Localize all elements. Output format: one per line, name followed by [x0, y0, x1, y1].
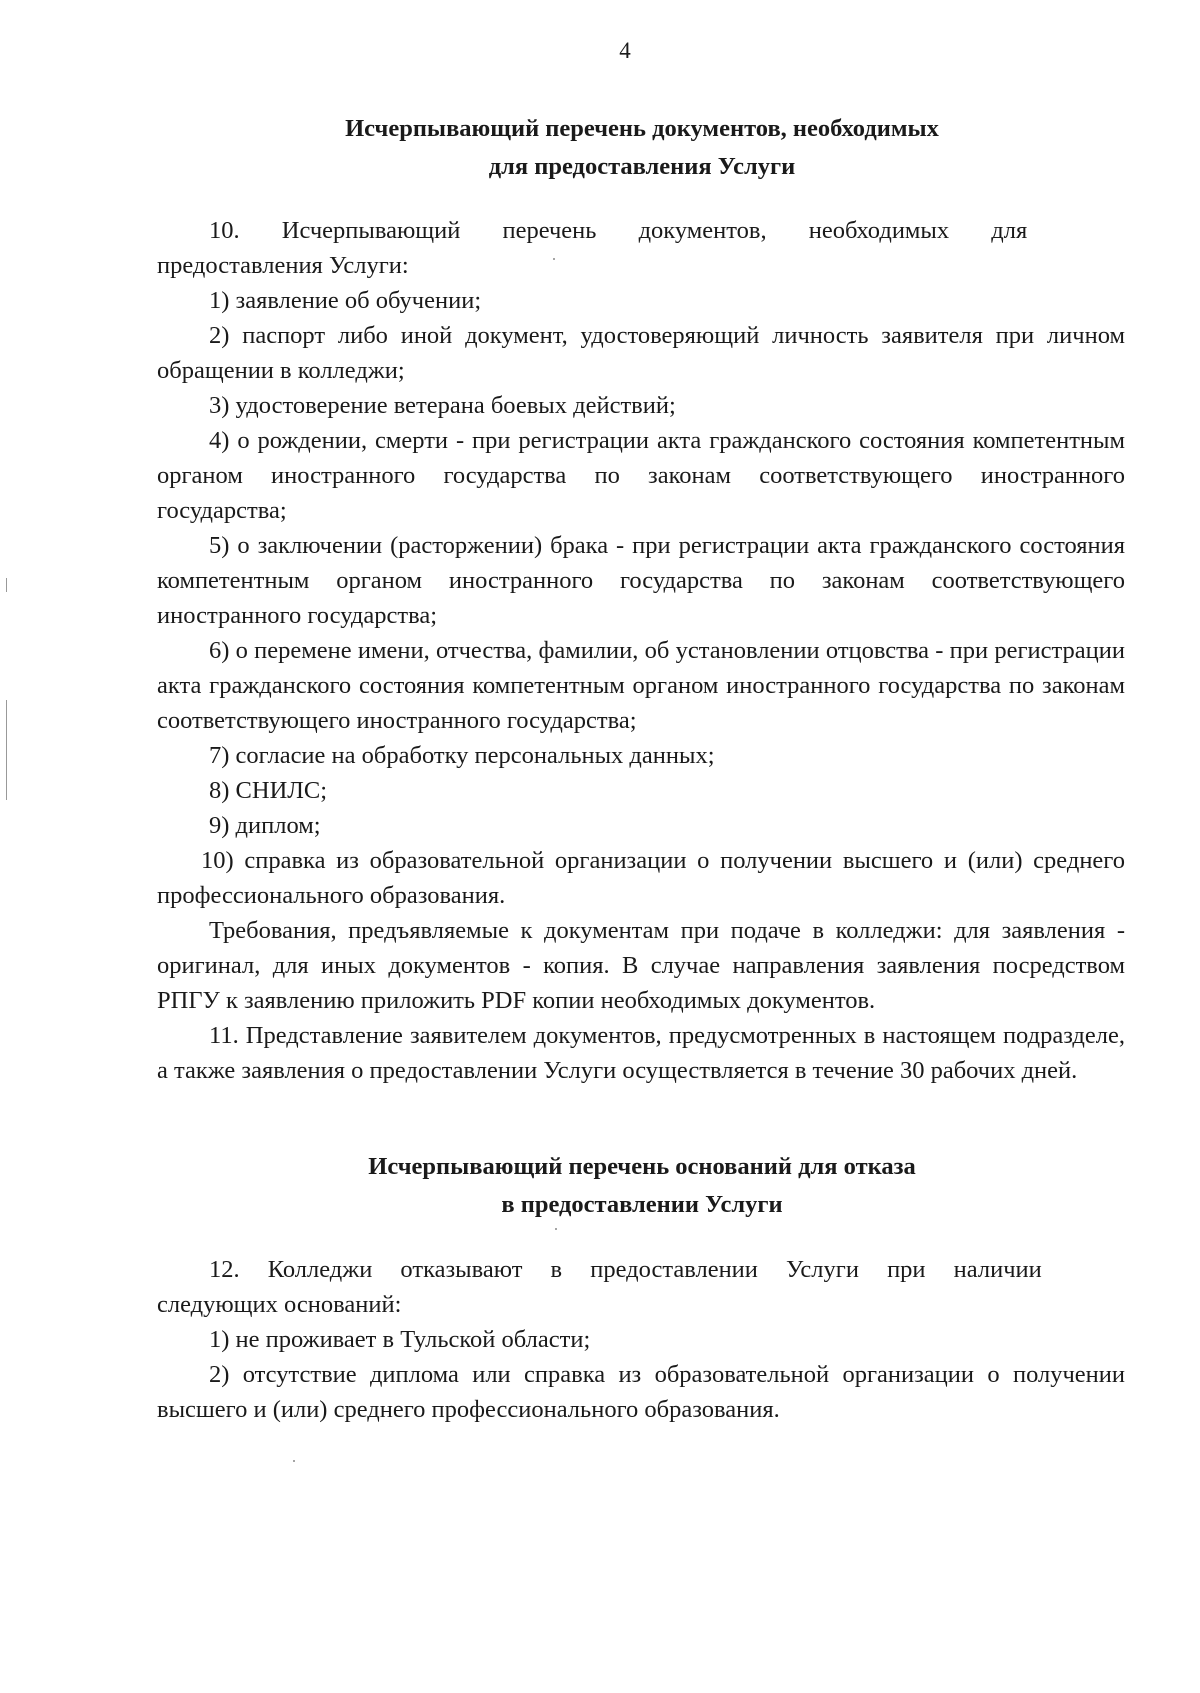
- heading-line: в предоставлении Услуги: [501, 1191, 783, 1218]
- section-heading-refusal: [157, 1148, 1127, 1224]
- paragraph-12-line1: 12. Колледжи отказывают в предоставлении Услуги при наличии: [209, 1256, 1042, 1283]
- paragraph-11: 11. Представление заявителем документов, предусмотренных в настоящем подразделе, а также заявления о предоставлении Услуги осуществляется в течение 30 рабочих дней.: [157, 1022, 1125, 1084]
- list-item: 5) о заключении (расторжении) брака - при регистрации акта гражданского состояния компетентным органом иностранного государства по законам соответствующего иностранного государства;: [157, 532, 1125, 629]
- heading-line: Исчерпывающий перечень оснований для отказа: [368, 1153, 916, 1180]
- scan-speck: [293, 1460, 295, 1462]
- paragraph-10-line1: 10. Исчерпывающий перечень документов, необходимых для: [209, 217, 1028, 244]
- requirements-paragraph: Требования, предъявляемые к документам при подаче в колледжи: для заявления - оригинал, для иных документов - копия. В случае направления заявления посредством РПГУ к заявлению приложить PDF копии необходимых документов.: [157, 917, 1125, 1014]
- documents-list-section: [157, 213, 1125, 1088]
- heading-line: Исчерпывающий перечень документов, необходимых: [345, 115, 939, 142]
- list-item: 8) СНИЛС;: [209, 777, 328, 804]
- scan-edge-mark: [6, 578, 7, 592]
- list-item: 10) справка из образовательной организации о получении высшего и (или) среднего профессионального образования.: [157, 847, 1125, 909]
- scan-speck: [555, 1228, 557, 1230]
- list-item: 3) удостоверение ветерана боевых действий;: [209, 392, 676, 419]
- list-item: 2) паспорт либо иной документ, удостоверяющий личность заявителя при личном обращении в колледжи;: [157, 322, 1125, 384]
- list-item: 4) о рождении, смерти - при регистрации акта гражданского состояния компетентным органом иностранного государства по законам соответствующего иностранного государства;: [157, 427, 1125, 524]
- section-heading-documents: [157, 110, 1127, 186]
- scan-edge-mark: [6, 700, 7, 800]
- list-item: 7) согласие на обработку персональных данных;: [209, 742, 715, 769]
- page-number: 4: [619, 38, 631, 63]
- list-item: 2) отсутствие диплома или справка из образовательной организации о получении высшего и (или) среднего профессионального образования.: [157, 1361, 1125, 1423]
- list-item: 1) заявление об обучении;: [209, 287, 482, 314]
- list-item: 1) не проживает в Тульской области;: [209, 1326, 591, 1353]
- refusal-grounds-section: [157, 1252, 1125, 1427]
- heading-line: для предоставления Услуги: [488, 153, 796, 180]
- paragraph-10-line2: предоставления Услуги:: [157, 252, 409, 279]
- paragraph-12-line2: следующих оснований:: [157, 1291, 402, 1318]
- list-item: 9) диплом;: [209, 812, 321, 839]
- list-item: 6) о перемене имени, отчества, фамилии, об установлении отцовства - при регистрации акта гражданского состояния компетентным органом иностранного государства по законам соответствующего иностранного государства;: [157, 637, 1125, 734]
- scan-speck: [553, 258, 555, 260]
